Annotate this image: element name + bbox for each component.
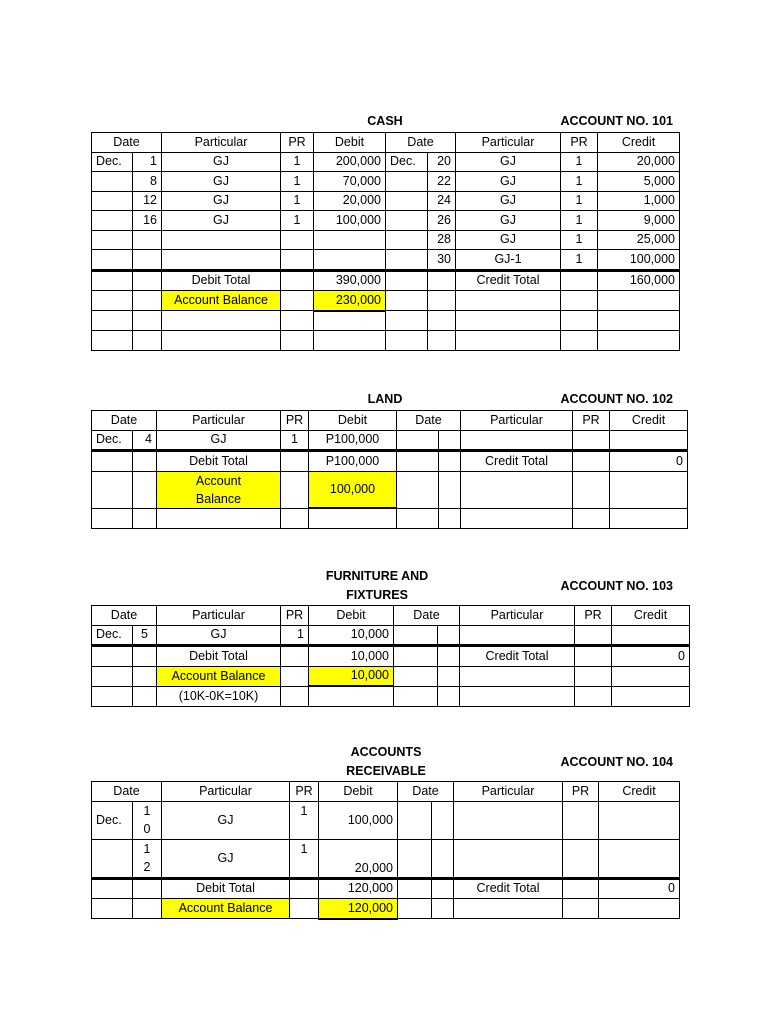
debit-pr: 1 — [290, 801, 319, 839]
credit-pr: 1 — [561, 230, 598, 250]
balance-row — [92, 899, 680, 919]
credit-pr: 1 — [561, 211, 598, 231]
credit-amount: 5,000 — [598, 172, 680, 192]
debit-day — [133, 250, 162, 271]
account-balance-label: Account Balance — [162, 291, 281, 311]
debit-pr: 1 — [281, 191, 314, 211]
credit-month — [386, 211, 428, 231]
credit-amount: 100,000 — [598, 250, 680, 271]
col-header-particular: Particular — [162, 782, 290, 802]
credit-day: 20 — [428, 152, 456, 172]
debit-pr: 1 — [281, 172, 314, 192]
credit-particular: GJ — [456, 191, 561, 211]
debit-total-label: Debit Total — [162, 270, 281, 291]
debit-pr: 1 — [281, 430, 309, 451]
account-number: ACCOUNT NO. 103 — [560, 579, 673, 593]
debit-pr: 1 — [290, 839, 319, 878]
debit-amount — [314, 250, 386, 271]
col-header-date: Date — [394, 606, 460, 626]
col-header-pr: PR — [573, 411, 610, 431]
account-balance-value: 100,000 — [309, 471, 397, 508]
credit-total-label: Credit Total — [456, 270, 561, 291]
account-number: ACCOUNT NO. 101 — [560, 114, 673, 128]
debit-month: Dec. — [92, 625, 133, 646]
credit-amount: 25,000 — [598, 230, 680, 250]
col-header-date: Date — [397, 411, 461, 431]
balance-note: (10K-0K=10K) — [157, 686, 281, 706]
debit-amount: 100,000 — [319, 801, 398, 839]
debit-particular: GJ — [162, 152, 281, 172]
debit-month: Dec. — [92, 801, 133, 839]
credit-total-value: 0 — [612, 646, 690, 667]
debit-pr: 1 — [281, 211, 314, 231]
col-header-date: Date — [398, 782, 454, 802]
col-header-pr: PR — [281, 133, 314, 153]
debit-day: 12 — [133, 839, 162, 878]
credit-amount: 1,000 — [598, 191, 680, 211]
empty-row — [92, 311, 680, 331]
totals-row — [92, 451, 688, 472]
col-header-credit: Credit — [599, 782, 680, 802]
ledger-cash — [91, 112, 679, 351]
credit-particular: GJ — [456, 211, 561, 231]
debit-total-value: 120,000 — [319, 878, 398, 899]
ledger-table — [91, 781, 680, 920]
table-row — [92, 172, 680, 192]
col-header-debit: Debit — [319, 782, 398, 802]
ledger-accounts-receivable — [91, 743, 679, 920]
ledger-table — [91, 410, 688, 529]
col-header-pr: PR — [563, 782, 599, 802]
header-row — [92, 782, 680, 802]
debit-month: Dec. — [92, 430, 133, 451]
credit-month: Dec. — [386, 152, 428, 172]
totals-row — [92, 878, 680, 899]
credit-pr: 1 — [561, 152, 598, 172]
col-header-pr: PR — [281, 411, 309, 431]
col-header-credit: Credit — [598, 133, 680, 153]
table-row — [92, 191, 680, 211]
col-header-date: Date — [92, 133, 162, 153]
col-header-pr: PR — [281, 606, 309, 626]
debit-particular: GJ — [162, 211, 281, 231]
table-row — [92, 250, 680, 271]
col-header-particular: Particular — [460, 606, 575, 626]
debit-total-label: Debit Total — [157, 451, 281, 472]
debit-amount: 10,000 — [309, 625, 394, 646]
col-header-credit: Credit — [612, 606, 690, 626]
ledger-caption — [91, 567, 679, 605]
col-header-particular: Particular — [456, 133, 561, 153]
debit-day: 16 — [133, 211, 162, 231]
debit-total-value: 390,000 — [314, 270, 386, 291]
account-balance-value: 120,000 — [319, 899, 398, 919]
account-title: LAND — [367, 392, 403, 406]
credit-day: 26 — [428, 211, 456, 231]
col-header-pr: PR — [561, 133, 598, 153]
col-header-pr: PR — [290, 782, 319, 802]
col-header-credit: Credit — [610, 411, 688, 431]
debit-particular: GJ — [157, 430, 281, 451]
debit-day — [133, 230, 162, 250]
ledger-caption — [91, 743, 679, 781]
debit-total-value: 10,000 — [309, 646, 394, 667]
debit-amount: 20,000 — [319, 839, 398, 878]
credit-pr: 1 — [561, 250, 598, 271]
debit-particular — [162, 250, 281, 271]
col-header-debit: Debit — [309, 606, 394, 626]
credit-day: 30 — [428, 250, 456, 271]
ledger-land — [91, 390, 683, 529]
debit-day: 12 — [133, 191, 162, 211]
credit-particular: GJ-1 — [456, 250, 561, 271]
col-header-debit: Debit — [309, 411, 397, 431]
table-row — [92, 625, 690, 646]
credit-total-label: Credit Total — [460, 646, 575, 667]
table-row — [92, 211, 680, 231]
col-header-date: Date — [386, 133, 456, 153]
debit-day: 1 — [133, 152, 162, 172]
credit-total-value: 160,000 — [598, 270, 680, 291]
debit-month: Dec. — [92, 152, 133, 172]
credit-total-label: Credit Total — [461, 451, 573, 472]
debit-amount — [314, 230, 386, 250]
debit-particular: GJ — [157, 625, 281, 646]
debit-amount: 200,000 — [314, 152, 386, 172]
header-row — [92, 606, 690, 626]
debit-month — [92, 211, 133, 231]
balance-row — [92, 291, 680, 311]
debit-total-label: Debit Total — [162, 878, 290, 899]
debit-amount: 100,000 — [314, 211, 386, 231]
ledger-caption — [91, 112, 679, 132]
debit-pr: 1 — [281, 152, 314, 172]
debit-particular: GJ — [162, 191, 281, 211]
debit-month — [92, 230, 133, 250]
credit-pr: 1 — [561, 191, 598, 211]
col-header-debit: Debit — [314, 133, 386, 153]
ledger-table — [91, 605, 690, 707]
credit-day: 24 — [428, 191, 456, 211]
debit-day: 5 — [133, 625, 157, 646]
debit-particular: GJ — [162, 172, 281, 192]
debit-amount: 20,000 — [314, 191, 386, 211]
ledger-caption — [91, 390, 679, 410]
col-header-particular: Particular — [157, 411, 281, 431]
balance-row — [92, 471, 688, 508]
debit-pr — [281, 250, 314, 271]
debit-pr — [281, 230, 314, 250]
credit-amount: 20,000 — [598, 152, 680, 172]
empty-row — [92, 331, 680, 351]
ledger-table — [91, 132, 680, 351]
table-row — [92, 430, 688, 451]
debit-month — [92, 172, 133, 192]
credit-particular: GJ — [456, 172, 561, 192]
debit-amount: P100,000 — [309, 430, 397, 451]
credit-pr: 1 — [561, 172, 598, 192]
header-row — [92, 411, 688, 431]
credit-month — [386, 191, 428, 211]
credit-month — [386, 230, 428, 250]
table-row — [92, 839, 680, 878]
account-title: FURNITURE AND FIXTURES — [325, 569, 429, 602]
header-row — [92, 133, 680, 153]
debit-total-value: P100,000 — [309, 451, 397, 472]
credit-particular: GJ — [456, 230, 561, 250]
table-row — [92, 230, 680, 250]
debit-month — [92, 191, 133, 211]
credit-month — [386, 172, 428, 192]
debit-pr: 1 — [281, 625, 309, 646]
col-header-particular: Particular — [461, 411, 573, 431]
debit-total-label: Debit Total — [157, 646, 281, 667]
debit-particular: GJ — [162, 839, 290, 878]
debit-particular — [162, 230, 281, 250]
debit-day: 8 — [133, 172, 162, 192]
account-balance-value: 10,000 — [309, 666, 394, 686]
totals-row — [92, 270, 680, 291]
col-header-particular: Particular — [162, 133, 281, 153]
debit-month — [92, 250, 133, 271]
ledger-furniture-and-fixtures — [91, 567, 685, 707]
balance-row — [92, 666, 690, 686]
col-header-date: Date — [92, 606, 157, 626]
credit-day: 28 — [428, 230, 456, 250]
credit-day: 22 — [428, 172, 456, 192]
debit-particular: GJ — [162, 801, 290, 839]
account-title: CASH — [367, 114, 403, 128]
account-title: ACCOUNTS RECEIVABLE — [346, 745, 426, 778]
credit-particular: GJ — [456, 152, 561, 172]
empty-row — [92, 508, 688, 528]
account-balance-label: Account Balance — [157, 666, 281, 686]
debit-amount: 70,000 — [314, 172, 386, 192]
col-header-particular: Particular — [454, 782, 563, 802]
debit-day: 10 — [133, 801, 162, 839]
debit-month — [92, 839, 133, 878]
table-row — [92, 152, 680, 172]
col-header-date: Date — [92, 782, 162, 802]
account-number: ACCOUNT NO. 104 — [560, 755, 673, 769]
col-header-particular: Particular — [157, 606, 281, 626]
credit-total-value: 0 — [599, 878, 680, 899]
table-row — [92, 801, 680, 839]
debit-day: 4 — [133, 430, 157, 451]
account-balance-value: 230,000 — [314, 291, 386, 311]
col-header-pr: PR — [575, 606, 612, 626]
col-header-date: Date — [92, 411, 157, 431]
credit-total-value: 0 — [610, 451, 688, 472]
totals-row — [92, 646, 690, 667]
credit-amount: 9,000 — [598, 211, 680, 231]
account-balance-label: Account Balance — [162, 899, 290, 919]
account-number: ACCOUNT NO. 102 — [560, 392, 673, 406]
account-balance-label: Account Balance — [157, 471, 281, 508]
credit-total-label: Credit Total — [454, 878, 563, 899]
note-row — [92, 686, 690, 706]
credit-month — [386, 250, 428, 271]
